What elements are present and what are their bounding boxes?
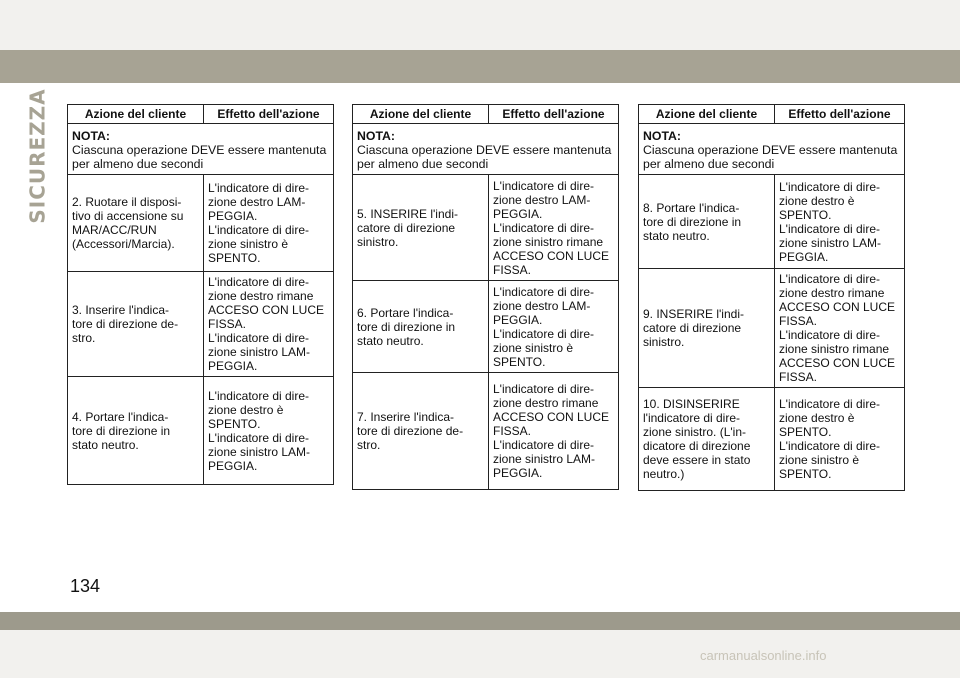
action-cell: 6. Portare l'indica- tore di direzione in stato neutro. (353, 281, 489, 373)
action-cell: 3. Inserire l'indica- tore di direzione de- stro. (68, 272, 204, 377)
table-row (639, 388, 905, 491)
action-cell: 8. Portare l'indica- tore di direzione in stato neutro. (639, 175, 775, 269)
table-header-row (353, 105, 619, 124)
section-label (24, 88, 52, 224)
table-header-row (639, 105, 905, 124)
note-title: NOTA: (643, 129, 682, 143)
action-cell: 2. Ruotare il disposi- tivo di accensione su MAR/ACC/RUN (Accessori/Marcia). (68, 175, 204, 272)
note-title: NOTA: (72, 129, 111, 143)
table-row (353, 281, 619, 373)
header-effect: Effetto dell'azione (204, 105, 334, 124)
note-cell (639, 124, 905, 175)
header-effect: Effetto dell'azione (489, 105, 619, 124)
note-text: Ciascuna operazione DEVE essere mantenuta per almeno due secondi (357, 143, 612, 171)
note-row (639, 124, 905, 175)
effect-cell: L'indicatore di dire- zione destro è SPENTO. L'indicatore di dire- zione sinistro LAM- PEGGIA. (775, 175, 905, 269)
effect-cell: L'indicatore di dire- zione destro LAM- PEGGIA. L'indicatore di dire- zione sinistro rimane ACCESO CON LUCE FISSA. (489, 175, 619, 281)
action-table (638, 104, 905, 491)
note-row (68, 124, 334, 175)
table-header-row (68, 105, 334, 124)
table-column-2 (352, 104, 618, 490)
action-cell: 7. Inserire l'indica- tore di direzione de- stro. (353, 373, 489, 490)
note-cell (68, 124, 334, 175)
action-cell: 10. DISINSERIRE l'indicatore di dire- zione sinistro. (L'in- dicatore di direzione deve essere in stato neutro.) (639, 388, 775, 491)
table-row (639, 175, 905, 269)
table-row (68, 377, 334, 485)
action-table (67, 104, 334, 485)
table-row (353, 175, 619, 281)
effect-cell: L'indicatore di dire- zione destro LAM- PEGGIA. L'indicatore di dire- zione sinistro è SPENTO. (489, 281, 619, 373)
note-title: NOTA: (357, 129, 396, 143)
table-column-3 (638, 104, 904, 491)
header-action: Azione del cliente (68, 105, 204, 124)
action-cell: 5. INSERIRE l'indi- catore di direzione sinistro. (353, 175, 489, 281)
table-column-1 (67, 104, 333, 485)
footer-band (0, 612, 960, 630)
header-band (0, 50, 960, 83)
section-title: SICUREZZA (26, 88, 50, 224)
action-cell: 9. INSERIRE l'indi- catore di direzione sinistro. (639, 269, 775, 388)
header-action: Azione del cliente (639, 105, 775, 124)
action-cell: 4. Portare l'indica- tore di direzione in stato neutro. (68, 377, 204, 485)
header-action: Azione del cliente (353, 105, 489, 124)
note-cell (353, 124, 619, 175)
table-row (639, 269, 905, 388)
note-text: Ciascuna operazione DEVE essere mantenuta per almeno due secondi (72, 143, 327, 171)
header-effect: Effetto dell'azione (775, 105, 905, 124)
page-number: 134 (70, 576, 101, 596)
table-row (353, 373, 619, 490)
watermark: carmanualsonline.info (700, 648, 827, 663)
effect-cell: L'indicatore di dire- zione destro è SPENTO. L'indicatore di dire- zione sinistro è SPENTO. (775, 388, 905, 491)
effect-cell: L'indicatore di dire- zione destro è SPENTO. L'indicatore di dire- zione sinistro LAM- PEGGIA. (204, 377, 334, 485)
effect-cell: L'indicatore di dire- zione destro rimane ACCESO CON LUCE FISSA. L'indicatore di dire- zione sinistro rimane ACCESO CON LUCE FISSA. (775, 269, 905, 388)
note-text: Ciascuna operazione DEVE essere mantenuta per almeno due secondi (643, 143, 898, 171)
effect-cell: L'indicatore di dire- zione destro rimane ACCESO CON LUCE FISSA. L'indicatore di dire- zione sinistro LAM- PEGGIA. (204, 272, 334, 377)
note-row (353, 124, 619, 175)
effect-cell: L'indicatore di dire- zione destro LAM- PEGGIA. L'indicatore di dire- zione sinistro è SPENTO. (204, 175, 334, 272)
top-margin (0, 0, 960, 50)
action-table (352, 104, 619, 490)
table-row (68, 175, 334, 272)
table-row (68, 272, 334, 377)
effect-cell: L'indicatore di dire- zione destro rimane ACCESO CON LUCE FISSA. L'indicatore di dire- zione sinistro LAM- PEGGIA. (489, 373, 619, 490)
